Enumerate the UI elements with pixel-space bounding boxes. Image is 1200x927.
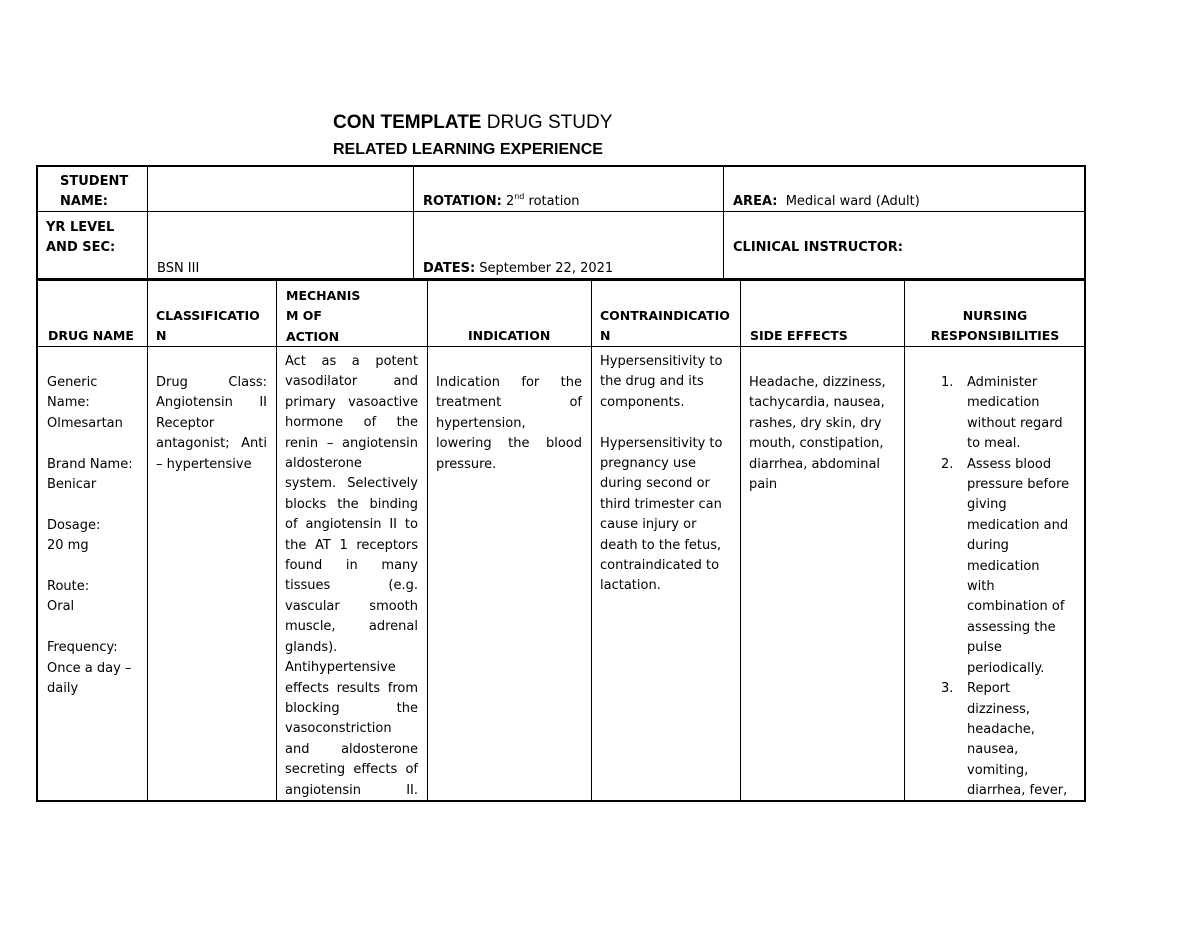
indication-cell: Indication for the treatment of hypertension, lowering the blood pressure. bbox=[436, 375, 582, 472]
student-name-label-2: NAME: bbox=[60, 194, 108, 209]
page-title: CON TEMPLATE DRUG STUDY bbox=[333, 112, 613, 133]
clinical-instructor-label: CLINICAL INSTRUCTOR: bbox=[733, 240, 903, 255]
nursing-item: 3. Report dizziness, headache, nausea, vomiting, diarrhea, fever, bbox=[941, 681, 1068, 799]
yr-level-label: YR LEVEL bbox=[46, 220, 115, 235]
drug-col-divider-1 bbox=[147, 280, 148, 801]
area-field: AREA: Medical ward (Adult) bbox=[733, 194, 920, 209]
drug-col-divider-5 bbox=[740, 280, 741, 801]
mechanism-cell: Act as a potent vasodilator and primary vasoactive hormone of the renin – angiotensin aldosterone system. Selectively blocks the binding of angiotensin II to the AT 1 receptors found in many tissues (e.g. vascular smooth muscle, adrenal glands). Antihypertensive effects results from blocking the vasoconstriction and aldosterone secreting effects of angiotensin II. bbox=[285, 354, 418, 798]
yr-level-value: BSN III bbox=[157, 261, 200, 276]
nursing-item: 2. Assess blood pressure before giving medication and during medication with combination of assessing the pulse periodically. bbox=[941, 456, 1070, 676]
col-header-nursing: NURSING RESPONSIBILITIES bbox=[930, 308, 1060, 344]
info-col-divider-2 bbox=[413, 166, 414, 279]
dates-field: DATES: September 22, 2021 bbox=[423, 261, 614, 276]
col-header-side-effects: SIDE EFFECTS bbox=[750, 328, 848, 343]
drug-col-divider-3 bbox=[427, 280, 428, 801]
col-header-classification: CLASSIFICATIO N bbox=[156, 308, 260, 344]
side-effects-cell: Headache, dizziness, tachycardia, nausea, rashes, dry skin, dry mouth, constipation, diarrhea, abdominal pain bbox=[749, 375, 886, 493]
col-header-drug-name: DRUG NAME bbox=[48, 328, 134, 343]
drug-col-divider-4 bbox=[591, 280, 592, 801]
nursing-cell bbox=[941, 373, 1081, 801]
col-header-mechanism: MECHANIS M OF ACTION bbox=[286, 288, 361, 344]
nursing-item: 1. Administer medication without regard to meal. bbox=[941, 375, 1063, 452]
drug-name-cell: Generic Name: Olmesartan Brand Name: Benicar Dosage: 20 mg Route: Oral Frequency: Once a day – daily bbox=[47, 375, 133, 697]
info-col-divider-1 bbox=[147, 166, 148, 279]
student-name-label: STUDENT bbox=[60, 174, 129, 189]
col-header-contraindication: CONTRAINDICATIO N bbox=[600, 308, 730, 344]
yr-level-label-2: AND SEC: bbox=[46, 240, 116, 255]
mechanism-cell-clip bbox=[277, 347, 426, 801]
classification-cell: Drug Class: Angiotensin II Receptor antagonist; Anti – hypertensive bbox=[156, 375, 267, 472]
info-col-divider-3 bbox=[723, 166, 724, 279]
contraindication-cell: Hypersensitivity to the drug and its components. Hypersensitivity to pregnancy use during second or third trimester can cause injury or death to the fetus, contraindicated to lactation. bbox=[600, 354, 723, 594]
nursing-cell-clip bbox=[905, 347, 1085, 801]
rotation-field: ROTATION: 2nd rotation bbox=[423, 192, 580, 209]
page-subtitle: RELATED LEARNING EXPERIENCE bbox=[333, 141, 603, 158]
col-header-indication: INDICATION bbox=[468, 328, 551, 343]
